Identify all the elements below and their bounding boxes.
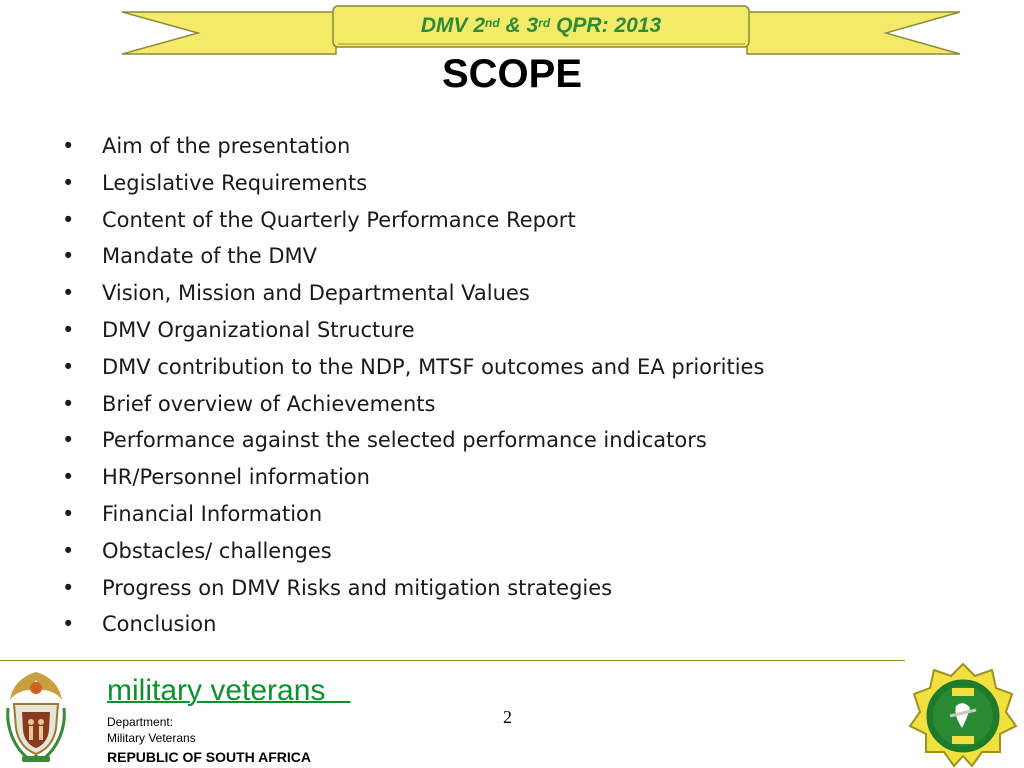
scope-item-label: Progress on DMV Risks and mitigation strategies <box>102 575 613 600</box>
scope-item <box>62 459 764 496</box>
scope-item-label: HR/Personnel information <box>102 465 370 490</box>
footer-country: REPUBLIC OF SOUTH AFRICA <box>107 749 312 765</box>
dmv-badge-icon <box>908 662 1018 768</box>
scope-list <box>62 128 764 643</box>
bullet-marker: • <box>62 612 75 637</box>
bullet-marker: • <box>62 317 75 342</box>
scope-item <box>62 238 764 275</box>
scope-item-label: Aim of the presentation <box>102 134 351 158</box>
scope-item-label: Financial Information <box>102 501 323 526</box>
scope-item <box>62 165 764 202</box>
scope-item-label: Mandate of the DMV <box>102 244 318 269</box>
footer-department <box>107 714 196 746</box>
scope-item <box>62 422 764 459</box>
bullet-marker: • <box>62 575 75 600</box>
bullet-marker: • <box>62 281 75 306</box>
bullet-marker: • <box>62 391 75 416</box>
scope-item <box>62 496 764 533</box>
slide-title: SCOPE <box>441 52 583 96</box>
footer-brand: military veterans <box>107 674 351 707</box>
bullet-marker: • <box>62 428 75 453</box>
coat-of-arms-icon <box>4 668 68 764</box>
scope-item-label: Performance against the selected performance indicators <box>102 428 707 453</box>
scope-item <box>62 386 764 423</box>
scope-item-label: DMV contribution to the NDP, MTSF outcomes and EA priorities <box>102 354 765 379</box>
bullet-marker: • <box>62 538 75 563</box>
scope-item <box>62 606 764 643</box>
scope-item-label: Conclusion <box>102 612 217 637</box>
bullet-marker: • <box>62 134 75 158</box>
bullet-marker: • <box>62 207 75 232</box>
banner-part1: DMV 2 <box>420 14 486 37</box>
scope-item-label: Obstacles/ challenges <box>102 538 332 563</box>
scope-item <box>62 128 764 165</box>
footer-dept-line2: Military Veterans <box>107 731 196 745</box>
scope-item <box>62 275 764 312</box>
scope-item-label: DMV Organizational Structure <box>102 317 415 342</box>
scope-item <box>62 570 764 607</box>
scope-item <box>62 533 764 570</box>
bullet-marker: • <box>62 170 75 195</box>
bullet-marker: • <box>62 465 75 490</box>
banner-part2: & 3 <box>499 14 539 37</box>
scope-item-label: Vision, Mission and Departmental Values <box>102 281 530 306</box>
scope-item <box>62 312 764 349</box>
scope-item-label: Content of the Quarterly Performance Report <box>102 207 576 232</box>
banner-title: DMV 2 $^{nd}$ & 3 $^{rd}$ QPR: 2013 <box>420 14 662 37</box>
bullet-marker: • <box>62 501 75 526</box>
scope-item-label: Legislative Requirements <box>102 170 368 195</box>
footer-divider <box>0 660 905 661</box>
scope-item <box>62 202 764 239</box>
page-number: 2 <box>503 707 512 727</box>
footer-dept-line1: Department: <box>107 715 174 729</box>
scope-item <box>62 349 764 386</box>
bullet-marker: • <box>62 244 75 269</box>
bullet-marker: • <box>62 354 75 379</box>
scope-item-label: Brief overview of Achievements <box>102 391 436 416</box>
banner-part3: QPR: 2013 <box>550 14 662 37</box>
